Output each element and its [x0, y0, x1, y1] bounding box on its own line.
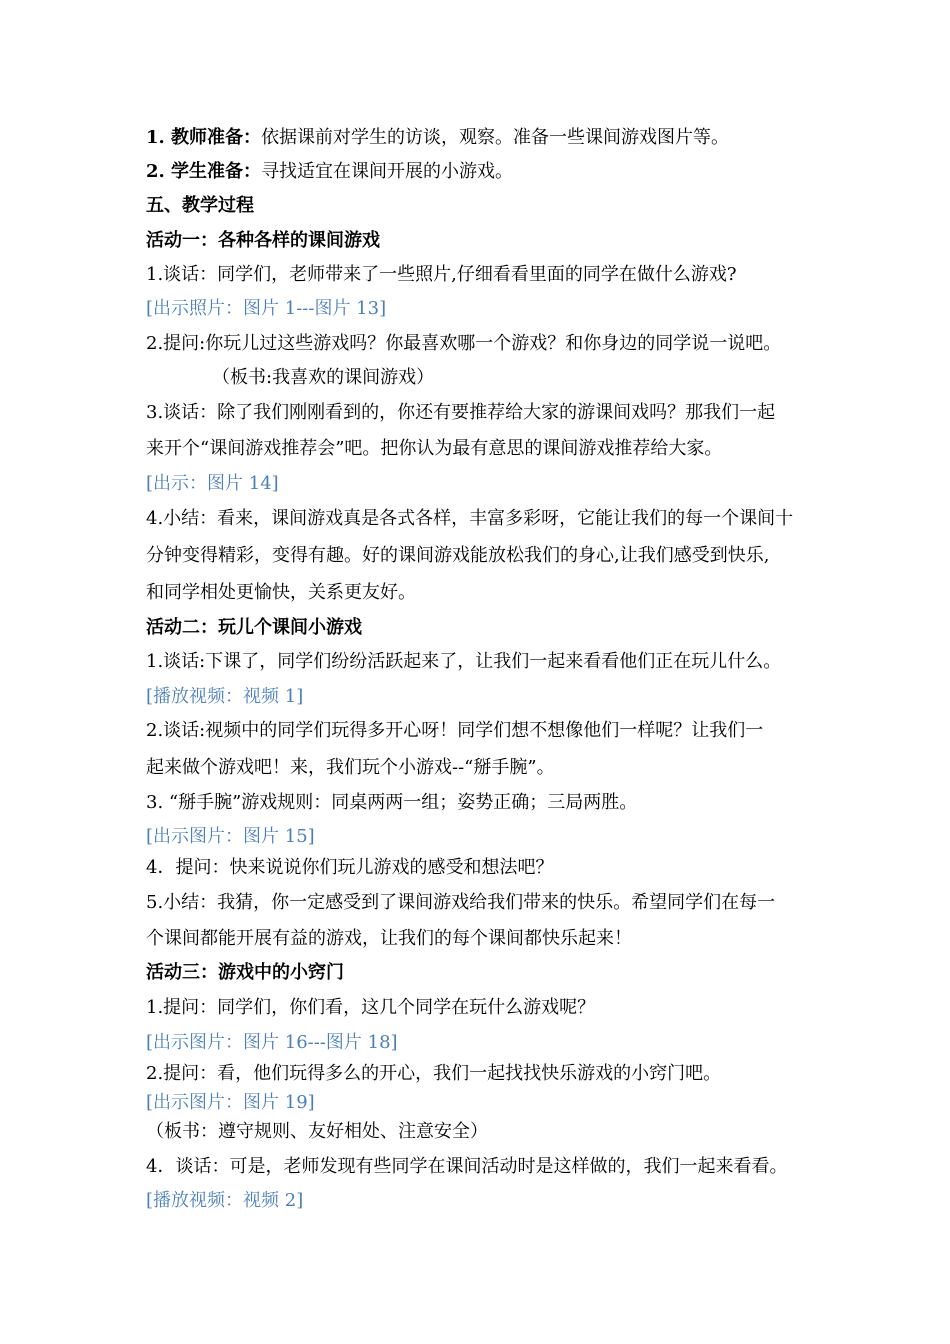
activity1-line-3a: 3.谈话：除了我们刚刚看到的，你还有要推荐给大家的游课间戏吗？那我们一起	[146, 402, 776, 423]
activity1-board-note: （板书:我喜欢的课间游戏）	[212, 367, 435, 388]
teacher-prep-line	[146, 127, 729, 149]
activity2-note-2: [出示图片：图片 15]	[146, 826, 315, 847]
activity3-note-3: [播放视频：视频 2]	[146, 1190, 304, 1211]
activity1-note-1: [出示照片：图片 1---图片 13]	[146, 298, 387, 319]
activity2-line-2b: 起来做个游戏吧！来，我们玩个小游戏--“掰手腕”。	[146, 757, 555, 778]
section-heading-teaching-process: 五、教学过程	[146, 195, 254, 216]
activity3-note-2: [出示图片：图片 19]	[146, 1092, 315, 1113]
activity3-board-note: （板书：遵守规则、友好相处、注意安全）	[146, 1121, 488, 1142]
activity2-line-3: 3. “掰手腕”游戏规则：同桌两两一组；姿势正确；三局两胜。	[146, 792, 638, 813]
activity3-line-2: 2.提问：看，他们玩得多么的开心，我们一起找找快乐游戏的小窍门吧。	[146, 1063, 722, 1084]
student-prep-text: 寻找适宜在课间开展的小游戏。	[261, 161, 514, 182]
activity1-line-3b: 来开个“课间游戏推荐会”吧。把你认为最有意思的课间游戏推荐给大家。	[146, 438, 723, 459]
activity1-line-2: 2.提问:你玩儿过这些游戏吗？你最喜欢哪一个游戏？和你身边的同学说一说吧。	[146, 333, 782, 354]
activity2-line-5a: 5.小结：我猜，你一定感受到了课间游戏给我们带来的快乐。希望同学们在每一	[146, 892, 776, 913]
student-prep-line	[146, 161, 513, 183]
activity1-line-4a: 4.小结：看来，课间游戏真是各式各样，丰富多彩呀，它能让我们的每一个课间十	[146, 508, 794, 529]
activity2-line-4: 4．提问：快来说说你们玩儿游戏的感受和想法吧？	[146, 857, 554, 878]
activity1-note-2: [出示：图片 14]	[146, 473, 279, 494]
activity3-note-1: [出示图片：图片 16---图片 18]	[146, 1032, 398, 1053]
activity2-note-1: [播放视频：视频 1]	[146, 686, 304, 707]
activity2-line-1: 1.谈话:下课了，同学们纷纷活跃起来了，让我们一起来看看他们正在玩儿什么。	[146, 651, 782, 672]
activity1-heading: 活动一：各种各样的课间游戏	[146, 230, 380, 251]
student-prep-label: 2. 学生准备：	[146, 161, 262, 182]
activity3-line-4: 4．谈话：可是，老师发现有些同学在课间活动时是这样做的，我们一起来看看。	[146, 1156, 788, 1177]
activity3-heading: 活动三：游戏中的小窍门	[146, 962, 344, 983]
activity1-line-4c: 和同学相处更愉快，关系更友好。	[146, 582, 416, 603]
activity2-line-2a: 2.谈话:视频中的同学们玩得多开心呀！同学们想不想像他们一样呢？让我们一	[146, 720, 764, 741]
activity3-line-1: 1.提问：同学们，你们看，这几个同学在玩什么游戏呢？	[146, 997, 596, 1018]
teacher-prep-text: 依据课前对学生的访谈，观察。准备一些课间游戏图片等。	[261, 127, 730, 148]
activity2-line-5b: 个课间都能开展有益的游戏，让我们的每个课间都快乐起来！	[146, 928, 632, 949]
activity1-line-4b: 分钟变得精彩，变得有趣。好的课间游戏能放松我们的身心,让我们感受到快乐,	[146, 545, 770, 566]
teacher-prep-label: 1. 教师准备：	[146, 127, 262, 148]
activity2-heading: 活动二：玩儿个课间小游戏	[146, 617, 362, 638]
activity1-line-1: 1.谈话：同学们，老师带来了一些照片,仔细看看里面的同学在做什么游戏?	[146, 264, 737, 285]
